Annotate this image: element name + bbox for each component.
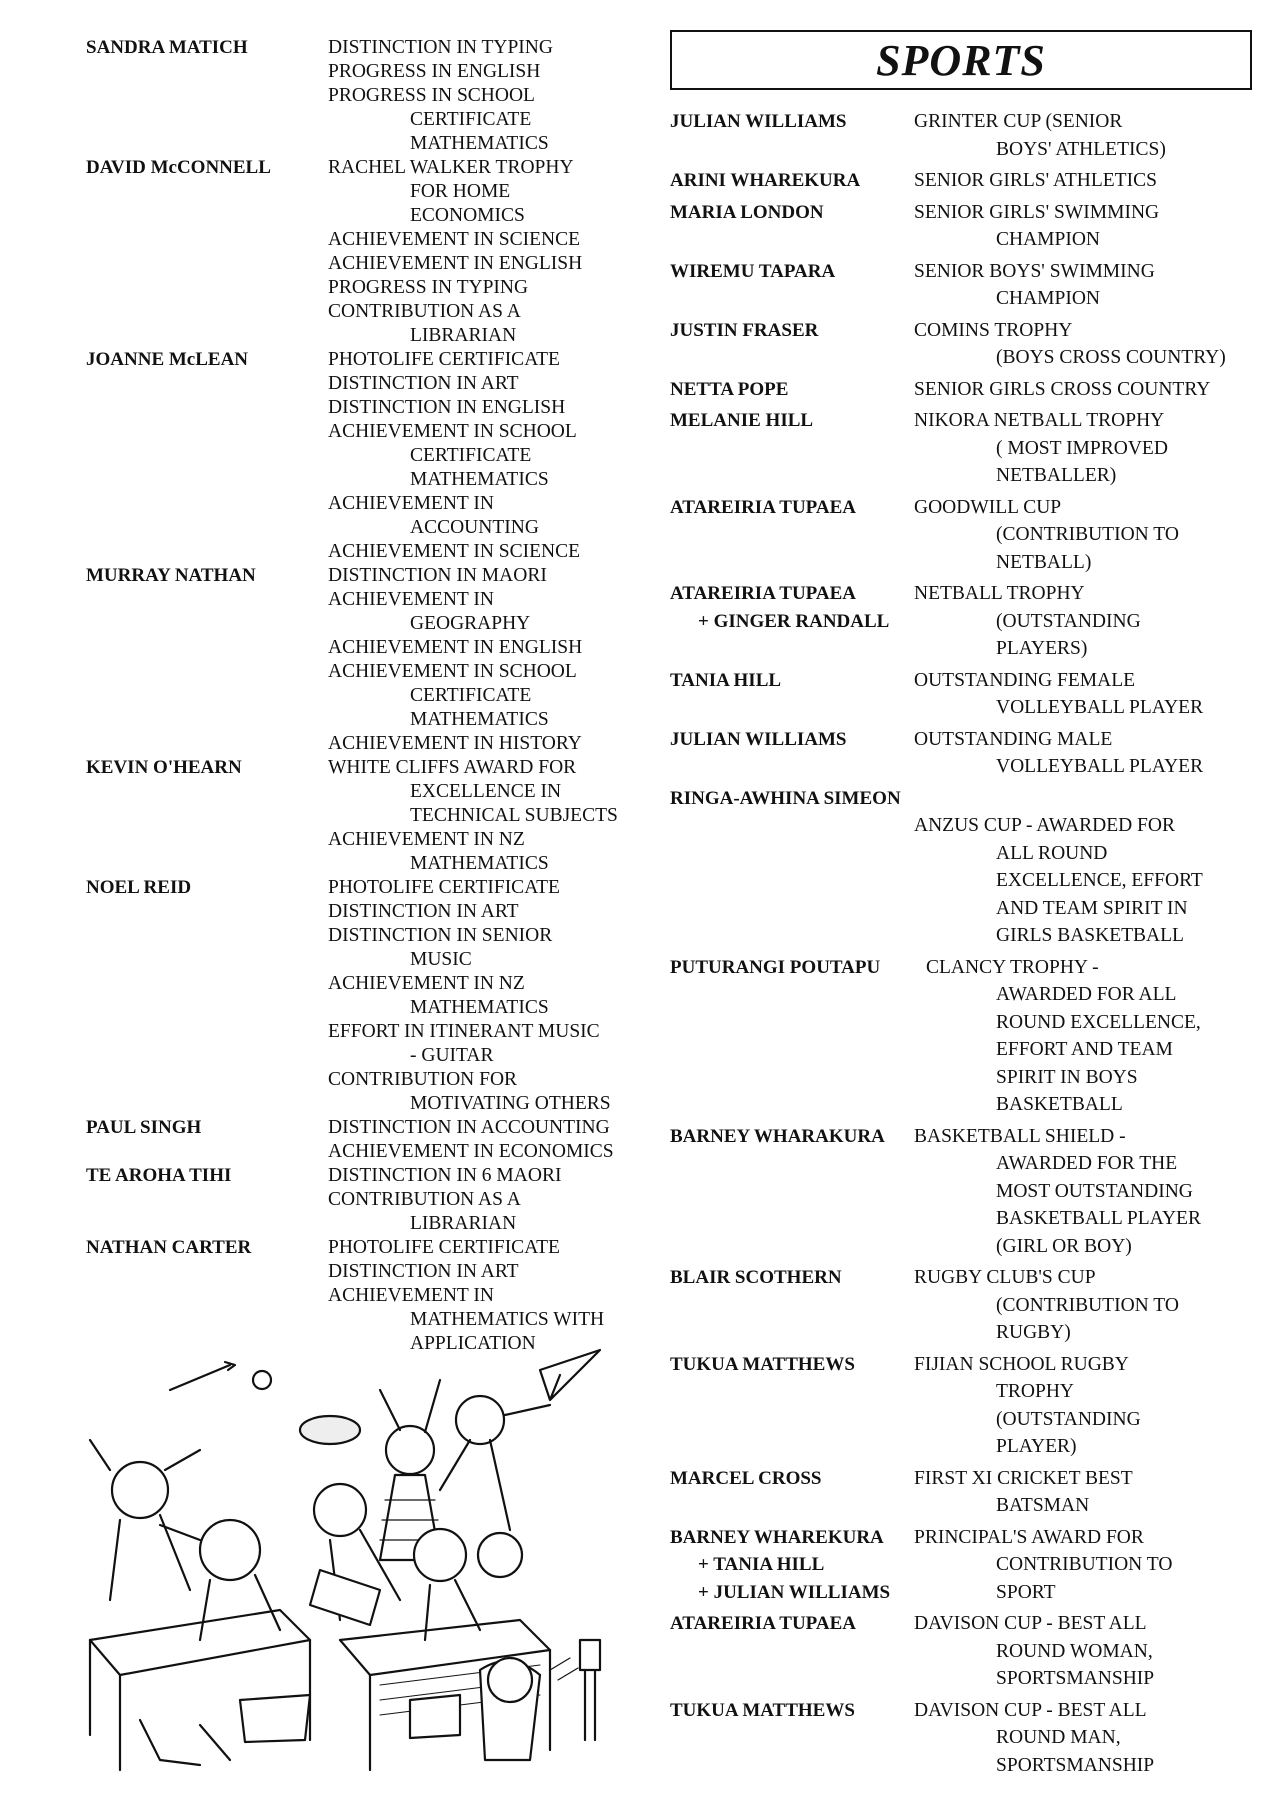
sport-award-line: GOODWILL CUP — [914, 496, 1062, 518]
sport-award-line: BATSMAN — [996, 1495, 1090, 1516]
athlete-name: WIREMU TAPARA — [670, 260, 836, 282]
sport-award-line: PLAYER) — [996, 1436, 1077, 1457]
athlete-name: JUSTIN FRASER — [670, 319, 819, 341]
sport-award-line: NETBALL TROPHY — [914, 583, 1085, 604]
award-entry — [86, 1116, 646, 1164]
award-line: ACHIEVEMENT IN — [328, 589, 494, 610]
sport-award-line: EXCELLENCE, EFFORT — [996, 870, 1203, 891]
student-name: DAVID McCONNELL — [86, 157, 271, 178]
classroom-cartoon-icon — [80, 1340, 680, 1780]
sport-award-line: ALL ROUND — [996, 842, 1108, 864]
sport-award-lines — [914, 726, 1254, 781]
award-line: PROGRESS IN TYPING — [328, 277, 529, 298]
sport-award-line: (CONTRIBUTION TO — [996, 524, 1179, 545]
sports-title: SPORTS — [876, 35, 1046, 85]
award-line: LIBRARIAN — [410, 325, 517, 346]
sport-award-line: VOLLEYBALL PLAYER — [996, 756, 1204, 777]
sport-award-line: FIRST XI CRICKET BEST — [914, 1467, 1133, 1489]
athlete-name: TANIA HILL — [670, 669, 782, 691]
athlete-name: ATAREIRIA TUPAEA — [670, 583, 856, 604]
athlete-name: BLAIR SCOTHERN — [670, 1267, 842, 1288]
athlete-name: MARIA LONDON — [670, 201, 824, 223]
sport-award-lines — [914, 1351, 1254, 1461]
award-entry — [86, 1236, 646, 1356]
sport-award-entry — [670, 494, 1250, 577]
sport-award-entry — [670, 1465, 1250, 1520]
sport-award-line: SPORTSMANSHIP — [996, 1754, 1155, 1776]
sport-award-lines — [914, 667, 1254, 722]
award-line: CONTRIBUTION AS A — [328, 1189, 521, 1210]
sport-award-line: SENIOR GIRLS CROSS COUNTRY — [914, 378, 1211, 400]
athlete-name: TUKUA MATTHEWS — [670, 1353, 855, 1375]
sport-award-entry — [670, 317, 1250, 372]
sport-award-line: RUGBY CLUB'S CUP — [914, 1267, 1096, 1288]
sport-award-line: (OUTSTANDING — [996, 1408, 1141, 1430]
award-line: EFFORT IN ITINERANT MUSIC — [328, 1021, 600, 1042]
athlete-names — [670, 667, 914, 695]
award-line: MATHEMATICS WITH — [410, 1309, 605, 1330]
sport-award-line: (GIRL OR BOY) — [996, 1235, 1132, 1257]
award-line: MATHEMATICS — [410, 997, 549, 1018]
award-lines — [328, 1164, 646, 1236]
award-line: EXCELLENCE IN — [410, 781, 562, 802]
athlete-names — [670, 1697, 914, 1725]
award-entry — [86, 156, 646, 348]
sport-award-entry — [670, 108, 1250, 163]
award-line: TECHNICAL SUBJECTS — [410, 805, 618, 826]
athlete-name: MARCEL CROSS — [670, 1467, 822, 1489]
sport-award-line: DAVISON CUP - BEST ALL — [914, 1613, 1147, 1634]
athlete-names — [670, 108, 914, 136]
academic-awards-list — [86, 36, 646, 1356]
award-line: ACHIEVEMENT IN SCIENCE — [328, 541, 581, 562]
award-line: ACHIEVEMENT IN ENGLISH — [328, 253, 583, 274]
award-entry — [86, 564, 646, 756]
athlete-name: BARNEY WHARAKURA — [670, 1125, 885, 1147]
award-line: ACHIEVEMENT IN ECONOMICS — [328, 1141, 614, 1162]
award-line: CERTIFICATE — [410, 109, 532, 130]
sport-award-line: FIJIAN SCHOOL RUGBY — [914, 1353, 1129, 1375]
sport-award-line: MOST OUTSTANDING — [996, 1180, 1193, 1202]
award-line: FOR HOME — [410, 181, 511, 202]
athlete-names — [670, 726, 914, 754]
award-line: ECONOMICS — [410, 205, 525, 226]
award-line: MUSIC — [410, 949, 472, 970]
award-line: ACHIEVEMENT IN HISTORY — [328, 733, 582, 754]
sport-award-lines — [914, 317, 1254, 372]
athlete-name: TUKUA MATTHEWS — [670, 1699, 855, 1721]
athlete-name: ATAREIRIA TUPAEA — [670, 1613, 856, 1634]
sport-award-line: (OUTSTANDING — [996, 610, 1141, 632]
sport-award-line: SENIOR GIRLS' SWIMMING — [914, 201, 1160, 223]
sport-award-line: GIRLS BASKETBALL — [996, 925, 1184, 946]
sport-award-line: VOLLEYBALL PLAYER — [996, 697, 1204, 718]
sport-award-lines — [670, 812, 1272, 950]
award-line: PHOTOLIFE CERTIFICATE — [328, 1237, 560, 1258]
sport-award-line: SENIOR BOYS' SWIMMING — [914, 260, 1155, 282]
award-line: ACHIEVEMENT IN — [328, 1285, 494, 1306]
sport-award-lines — [914, 580, 1254, 663]
athlete-name: NETTA POPE — [670, 378, 789, 400]
sport-award-line: PRINCIPAL'S AWARD FOR — [914, 1526, 1144, 1548]
award-line: MATHEMATICS — [410, 133, 549, 154]
award-line: ACHIEVEMENT IN SCHOOL — [328, 661, 577, 682]
sport-award-line: ANZUS CUP - AWARDED FOR — [914, 815, 1175, 836]
sport-award-entry — [670, 407, 1250, 490]
award-line: WHITE CLIFFS AWARD FOR — [328, 757, 577, 778]
athlete-names — [670, 580, 914, 635]
award-lines — [328, 756, 646, 876]
award-line: ACHIEVEMENT IN NZ — [328, 829, 525, 850]
sport-award-line: COMINS TROPHY — [914, 319, 1073, 341]
sport-award-line: ROUND WOMAN, — [996, 1640, 1153, 1662]
award-line: - GUITAR — [410, 1045, 494, 1066]
sport-award-line: AND TEAM SPIRIT IN — [996, 897, 1188, 919]
sport-award-lines — [914, 1465, 1254, 1520]
sport-award-line: CHAMPION — [996, 288, 1101, 309]
sport-award-line: BASKETBALL PLAYER — [996, 1208, 1201, 1229]
sport-award-line: CHAMPION — [996, 229, 1101, 250]
athlete-names — [670, 1465, 914, 1493]
award-lines — [328, 1116, 646, 1164]
sport-award-line: SPIRIT IN BOYS — [996, 1066, 1138, 1088]
sport-award-lines — [914, 376, 1254, 404]
sport-award-lines — [914, 494, 1254, 577]
award-line: RACHEL WALKER TROPHY — [328, 157, 574, 178]
sport-award-entry — [670, 167, 1250, 195]
sport-award-line: NETBALLER) — [996, 465, 1117, 486]
sport-award-lines — [914, 1610, 1254, 1693]
athlete-names — [670, 199, 914, 227]
sport-award-line: AWARDED FOR ALL — [996, 984, 1177, 1005]
award-lines — [328, 36, 646, 156]
student-name: NATHAN CARTER — [86, 1237, 252, 1258]
sport-award-lines — [914, 199, 1254, 254]
sport-award-entry — [670, 376, 1250, 404]
award-lines — [328, 156, 646, 348]
athlete-names — [670, 1351, 914, 1379]
athlete-names — [670, 1524, 914, 1607]
award-line: DISTINCTION IN ART — [328, 1261, 519, 1282]
award-line: ACHIEVEMENT IN NZ — [328, 973, 525, 994]
award-entry — [86, 36, 646, 156]
athlete-name: PUTURANGI POUTAPU — [670, 956, 881, 978]
sports-awards-list — [670, 108, 1250, 1779]
athlete-name: + JULIAN WILLIAMS — [698, 1581, 891, 1603]
award-line: ACHIEVEMENT IN ENGLISH — [328, 637, 583, 658]
award-line: DISTINCTION IN MAORI — [328, 565, 547, 586]
sport-award-lines — [914, 167, 1254, 195]
sport-award-line: GRINTER CUP (SENIOR — [914, 111, 1123, 132]
athlete-names — [670, 376, 914, 404]
award-line: MATHEMATICS — [410, 709, 549, 730]
athlete-name: JULIAN WILLIAMS — [670, 111, 847, 132]
sport-award-entry — [670, 580, 1250, 663]
sport-award-line: RUGBY) — [996, 1322, 1071, 1343]
student-name: NOEL REID — [86, 877, 192, 898]
sport-award-entry — [670, 258, 1250, 313]
award-lines — [328, 564, 646, 756]
award-entry — [86, 756, 646, 876]
award-line: LIBRARIAN — [410, 1213, 517, 1234]
athlete-name: + TANIA HILL — [698, 1554, 825, 1575]
award-line: MATHEMATICS — [410, 853, 549, 874]
student-name: MURRAY NATHAN — [86, 565, 256, 586]
sport-award-entry — [670, 1697, 1250, 1780]
award-line: ACCOUNTING — [410, 517, 539, 538]
athlete-name: + GINGER RANDALL — [698, 610, 890, 632]
award-line: DISTINCTION IN TYPING — [328, 37, 553, 58]
award-lines — [328, 348, 646, 564]
sport-award-entry — [670, 1524, 1250, 1607]
athlete-names — [670, 785, 1010, 813]
sports-heading — [670, 30, 1252, 90]
sport-award-lines — [914, 1697, 1254, 1780]
sport-award-line: SENIOR GIRLS' ATHLETICS — [914, 170, 1157, 191]
sport-award-line: SPORTSMANSHIP — [996, 1668, 1155, 1689]
athlete-names — [670, 407, 914, 435]
award-entry — [86, 348, 646, 564]
award-lines — [328, 1236, 646, 1356]
award-line: MATHEMATICS — [410, 469, 549, 490]
athlete-names — [670, 167, 914, 195]
sport-award-lines — [914, 1524, 1254, 1607]
award-line: DISTINCTION IN ART — [328, 901, 519, 922]
sport-award-line: ROUND MAN, — [996, 1727, 1121, 1748]
sport-award-line: CONTRIBUTION TO — [996, 1554, 1173, 1575]
athlete-names — [670, 317, 914, 345]
award-line: CONTRIBUTION AS A — [328, 301, 521, 322]
award-line: APPLICATION — [410, 1333, 536, 1354]
award-line: GEOGRAPHY — [410, 613, 531, 634]
sport-award-lines — [914, 407, 1254, 490]
award-line: DISTINCTION IN 6 MAORI — [328, 1165, 562, 1186]
award-entry — [86, 876, 646, 1116]
award-line: CERTIFICATE — [410, 685, 532, 706]
student-name: KEVIN O'HEARN — [86, 757, 242, 778]
award-line: ACHIEVEMENT IN — [328, 493, 494, 514]
award-line: CONTRIBUTION FOR — [328, 1069, 518, 1090]
award-line: PHOTOLIFE CERTIFICATE — [328, 877, 560, 898]
sport-award-entry — [670, 726, 1250, 781]
sports-section — [670, 30, 1250, 1783]
sport-award-line: OUTSTANDING MALE — [914, 728, 1113, 750]
athlete-name: ATAREIRIA TUPAEA — [670, 496, 856, 518]
athlete-name: BARNEY WHAREKURA — [670, 1526, 884, 1548]
sport-award-line: NETBALL) — [996, 551, 1092, 573]
sport-award-entry — [670, 1123, 1250, 1261]
athlete-name: RINGA-AWHINA SIMEON — [670, 787, 901, 809]
sport-award-lines — [914, 1264, 1254, 1347]
award-line: PHOTOLIFE CERTIFICATE — [328, 349, 560, 370]
student-name: JOANNE McLEAN — [86, 349, 249, 370]
sport-award-entry — [670, 1264, 1250, 1347]
award-line: MOTIVATING OTHERS — [410, 1093, 611, 1114]
sport-award-line: SPORT — [996, 1581, 1056, 1603]
sport-award-entry — [670, 1351, 1250, 1461]
sport-award-entry — [670, 1610, 1250, 1693]
sport-award-line: (BOYS CROSS COUNTRY) — [996, 347, 1226, 368]
award-lines — [328, 876, 646, 1116]
award-line: DISTINCTION IN ENGLISH — [328, 397, 566, 418]
student-name: PAUL SINGH — [86, 1117, 202, 1138]
award-line: ACHIEVEMENT IN SCHOOL — [328, 421, 577, 442]
sport-award-line: CLANCY TROPHY - — [926, 956, 1099, 978]
sport-award-line: BOYS' ATHLETICS) — [996, 138, 1166, 160]
athlete-names — [670, 1610, 914, 1638]
sport-award-line: NIKORA NETBALL TROPHY — [914, 410, 1165, 431]
award-line: DISTINCTION IN ART — [328, 373, 519, 394]
athlete-names — [670, 1123, 914, 1151]
athlete-names — [670, 954, 914, 982]
award-line: ACHIEVEMENT IN SCIENCE — [328, 229, 581, 250]
sport-award-line: ( MOST IMPROVED — [996, 437, 1168, 459]
sport-award-lines — [914, 1123, 1254, 1261]
award-line: PROGRESS IN ENGLISH — [328, 61, 541, 82]
award-line: DISTINCTION IN ACCOUNTING — [328, 1117, 610, 1138]
sport-award-line: TROPHY — [996, 1381, 1075, 1402]
sport-award-lines — [914, 954, 1266, 1119]
sport-award-lines — [914, 108, 1254, 163]
athlete-name: JULIAN WILLIAMS — [670, 728, 847, 750]
sport-award-line: (CONTRIBUTION TO — [996, 1294, 1179, 1316]
award-line: DISTINCTION IN SENIOR — [328, 925, 553, 946]
athlete-names — [670, 1264, 914, 1292]
sport-award-entry — [670, 785, 1250, 950]
award-line: CERTIFICATE — [410, 445, 532, 466]
sport-award-lines — [914, 258, 1254, 313]
sport-award-line: BASKETBALL — [996, 1094, 1123, 1115]
student-name: SANDRA MATICH — [86, 37, 248, 58]
award-entry — [86, 1164, 646, 1236]
athlete-name: MELANIE HILL — [670, 410, 814, 431]
student-name: TE AROHA TIHI — [86, 1165, 232, 1186]
sport-award-entry — [670, 199, 1250, 254]
athlete-name: ARINI WHAREKURA — [670, 170, 861, 191]
sport-award-line: OUTSTANDING FEMALE — [914, 669, 1136, 691]
sport-award-line: BASKETBALL SHIELD - — [914, 1125, 1126, 1147]
sport-award-entry — [670, 954, 1250, 1119]
sport-award-line: ROUND EXCELLENCE, — [996, 1011, 1201, 1033]
athlete-names — [670, 258, 914, 286]
sport-award-line: PLAYERS) — [996, 638, 1088, 659]
sport-award-line: DAVISON CUP - BEST ALL — [914, 1699, 1147, 1721]
award-line: PROGRESS IN SCHOOL — [328, 85, 535, 106]
athlete-names — [670, 494, 914, 522]
sport-award-line: EFFORT AND TEAM — [996, 1039, 1173, 1060]
sport-award-entry — [670, 667, 1250, 722]
sport-award-line: AWARDED FOR THE — [996, 1153, 1178, 1174]
